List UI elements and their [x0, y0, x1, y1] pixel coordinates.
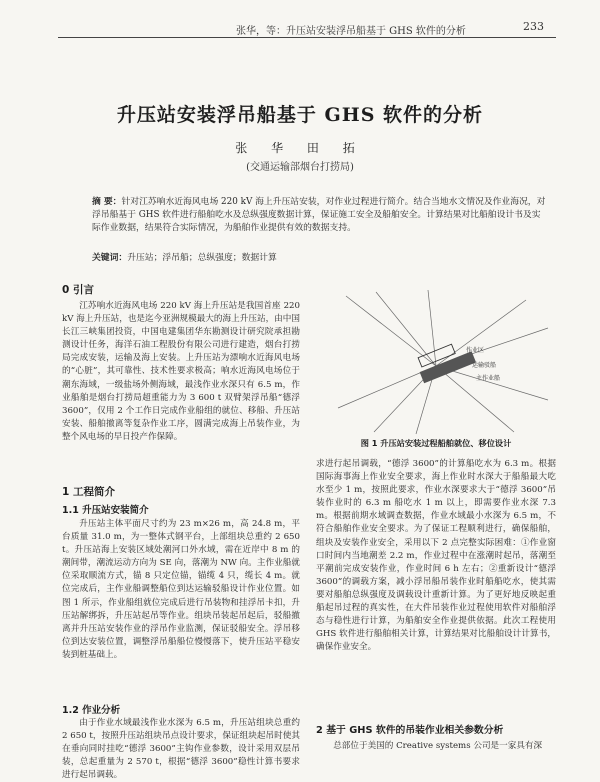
figure-1: [316, 288, 556, 436]
page-number: 233: [523, 20, 544, 33]
authors: 张 华 田 拓: [235, 141, 365, 155]
section-heading-intro: 0 引言: [62, 284, 94, 296]
keywords: [92, 250, 546, 263]
subsection-1-1-paragraph: 升压站主体平面尺寸约为 23 m×26 m，高 24.8 m，平台质量 31.0 m，为一整体式钢平台，上部组块总重约 2 650 t。升压站海上安装区域处潮河口外水域，需在近岸中 8 m 的潮间带，潮流运动方向为 SE 向，落潮为 NW 向。主作业船就位采取顺流方式，锚 8 只定位锚，锚缆 4 只，缆长 4 m。就位完成后，主作业船调整船位到达运输驳船设计作业位置。如图 1 所示，作业船组就位完成后进行吊装物和挂浮吊卡扣，升压站解绑拆，升压站起吊等作业。组块吊装起吊起后，驳船撤离并升压站安装作业的浮吊作业监测，保证驳船安全。浮吊移位到达安装位置，调整浮吊船船位慢慢落下，使升压站平稳安装到桩基础上。: [62, 519, 300, 660]
figure-label-main-vessel: 主作业船: [476, 375, 501, 382]
abstract-text: 针对江苏响水近海风电场 220 kV 海上升压站安装，对作业过程进行简介。结合当地水文情况及作业海况，对浮吊船基于 GHS 软件进行船舶吃水及总纵强度数据计算，保证施工安全及船舶安全。计算结果对比船舶设计书及实际作业数据，结果符合实际情况，为船舶作业提供有效的数据支持。: [92, 197, 546, 233]
section-heading-2: 2 基于 GHS 软件的吊装作业相关参数分析: [316, 725, 504, 736]
subsection-heading-1-1: 1.1 升压站安装简介: [62, 505, 149, 516]
right-column-paragraph: 求进行起吊调载，“德浮 3600”的计算船吃水为 6.3 m。根据国际海事海上作业安全要求，海上作业时水深大于船船最大吃水至少 1 m，按照此要求，作业水深要求大于“德浮 3600”吊装作业时的 6.3 m 船吃水 1 m 以上，即需要作业水深 7.3 m。根据前期水域调查数据，作业水域最小水深为 6.5 m，不符合船舶作业安全要求。为了保证工程顺利进行，确保船舶，组块及安装作业安全，采用以下 2 点完整实际困难：①作业窗口时间内当地潮差 2.2 m，作业过程中在涨潮时起吊，落潮至平潮前完成安装作业，作业时间 6 h 左右；②重新设计“德浮 3600”的调载方案，减小浮吊船吊装作业时船船吃水，使其需要对船舶总纵强度及调载设计重新计算。为了更好地反映起重船起吊过程的真实性，在大件吊装作业过程使用软件对船舶浮态与稳性进行计算，为船舶安全作业提供依据。此次工程使用 GHS 软件进行船舶相关计算，计算结果对比船舶设计计算书，确保作业安全。: [316, 459, 556, 653]
subsection-heading-1-2: 1.2 作业分析: [62, 705, 121, 716]
section-heading-1: 1 工程简介: [62, 486, 115, 498]
affiliation: (交通运输部烟台打捞局): [246, 162, 354, 173]
abstract-label: 摘 要：: [92, 197, 122, 207]
keywords-text: 升压站；浮吊船；总纵强度；数据计算: [127, 253, 277, 263]
running-title: 张华，等：升压站安装浮吊船基于 GHS 软件的分析: [236, 26, 466, 37]
section-2-paragraph: 总部位于美国的 Creative systems 公司是一家具有深: [333, 741, 543, 751]
vessel-positioning-diagram: [316, 288, 556, 436]
mooring-line: [376, 292, 436, 366]
mooring-line: [428, 290, 436, 366]
subsection-1-2-paragraph: 由于作业水域最浅作业水深为 6.5 m，升压站组块总重约 2 650 t，按照升压站组块吊点设计要求，保证组块起吊时使其在垂向同时挂吃“德浮 3600”主钩作业参数，设计采用双层吊装，总起重量为 2 570 t，根据“德浮 3600”稳性计算书要求进行起吊调载。: [62, 718, 300, 781]
abstract: [92, 196, 546, 235]
figure-label-barge: 运输驳船: [472, 362, 497, 369]
figure-1-caption: 图 1 升压站安装过程船舶就位、移位设计: [360, 438, 512, 448]
mooring-line: [436, 366, 514, 432]
figure-label-work-area: 作业区: [466, 347, 485, 354]
intro-paragraph: 江苏响水近海风电场 220 kV 海上升压站是我国首座 220 kV 海上升压站，也是迄今亚洲规模最大的海上升压站，由中国长江三峡集团投资，中国电建集团华东勘测设计研究院承担勘测设计任务，海洋石油工程股份有限公司进行建造，烟台打捞局完成安装，运输及海上安装。上升压站为漂响水近海风电场的“心脏”，其可靠性、技术性要求极高；响水近海风电场位于潮东海域，一级盐场外侧海域，最浅作业水深只有 6.5 m，作业船舶是烟台打捞局超重能力为 3 600 t 双臂架浮吊船“德浮 3600”，仅用 2 个工作日完成作业船组的就位、移船、升压站安装、船舶撤离等复杂作业工序，圆满完成海上吊装作业，为整个风电场的早日投产作保障。: [62, 301, 300, 442]
keywords-label: 关键词：: [92, 253, 128, 263]
header-rule: [58, 37, 556, 38]
paper-title: 升压站安装浮吊船基于 GHS 软件的分析: [116, 104, 484, 126]
